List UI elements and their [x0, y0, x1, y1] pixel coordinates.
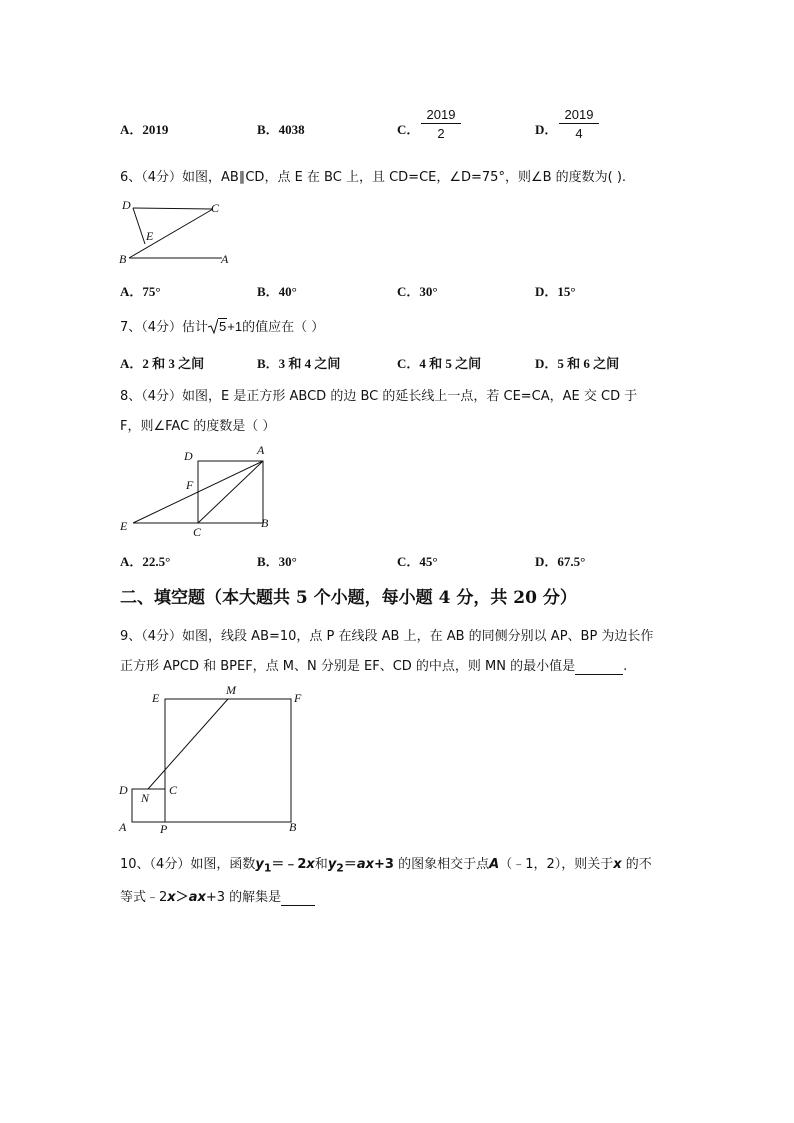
q6-text: 6、（4分）如图，AB∥CD，点 E 在 BC 上，且 CD=CE，∠D=75°，则∠B 的度数为( ). [120, 170, 627, 185]
q8-option-b[interactable] [257, 551, 297, 570]
answer-blank[interactable] [281, 890, 315, 906]
q9-figure [115, 683, 315, 838]
q8-figure [115, 443, 280, 540]
q9-line2 [120, 655, 627, 675]
q5-option-d-fraction [559, 107, 599, 141]
sub-1: 1 [263, 861, 272, 875]
q5-option-b[interactable] [257, 119, 305, 138]
var-ax-2: ax [188, 890, 206, 905]
option-letter: C． [397, 356, 420, 371]
eq-1: ＝﹣2 [271, 857, 307, 872]
option-letter: D． [535, 284, 558, 299]
option-letter: A． [120, 356, 143, 371]
q6-label-d: D [122, 198, 131, 212]
q8-label-d: D [184, 449, 193, 463]
q10-tail: 的不 [621, 857, 652, 872]
option-letter: A． [120, 122, 143, 137]
option-letter: B． [257, 284, 279, 299]
var-y1: y [255, 857, 264, 872]
sub-2: 2 [336, 861, 344, 875]
q6-option-b[interactable] [257, 281, 297, 300]
q9-label-n: N [141, 791, 150, 805]
q5-option-c-fraction [421, 107, 461, 141]
q10-line2 [120, 886, 315, 906]
point-a: A [489, 857, 500, 872]
answer-blank[interactable] [575, 659, 623, 675]
eq-2: ＝ [343, 857, 357, 872]
option-letter: A． [120, 554, 143, 569]
q6-option-a[interactable] [120, 281, 161, 300]
q7-text [120, 316, 324, 335]
q7-after: +1 [227, 319, 243, 334]
option-text: 3 和 4 之间 [278, 356, 341, 371]
option-text: 75° [142, 284, 161, 299]
q6-label-a: A [221, 252, 229, 266]
var-x-2: x [613, 857, 622, 872]
q5-option-a[interactable] [120, 119, 168, 138]
q9-end: . [623, 659, 628, 674]
q9-line2-text: 正方形 APCD 和 BPEF，点 M、N 分别是 EF、CD 的中点，则 MN 的最小值是 [120, 659, 576, 674]
q5-option-d[interactable] [535, 119, 557, 138]
sqrt-expression [208, 318, 227, 335]
option-letter: B． [257, 122, 279, 137]
plus-3: +3 [374, 857, 394, 872]
option-letter: C． [397, 554, 420, 569]
q10-line1 [120, 853, 652, 875]
option-text: 30° [419, 284, 438, 299]
q9-label-a: A [119, 820, 127, 834]
q9-label-e: E [152, 691, 160, 705]
option-letter: B． [257, 554, 279, 569]
q10-mid: 的图象相交于点 [393, 857, 490, 872]
fraction-denominator: 2 [437, 126, 445, 141]
sqrt-sign [208, 318, 218, 334]
q7-prefix: 7、（4分）估计 [120, 320, 209, 335]
q9-line1: 9、（4分）如图，线段 AB=10，点 P 在线段 AB 上，在 AB 的同侧分别以 AP、BP 为边长作 [120, 629, 654, 644]
q7-suffix: 的值应在（ ） [242, 320, 325, 335]
gt-sign: ＞ [175, 890, 189, 905]
q9-label-p: P [160, 822, 168, 836]
option-text: 5 和 6 之间 [557, 356, 620, 371]
option-letter: C． [397, 122, 420, 137]
fraction-numerator: 2019 [564, 107, 594, 122]
q8-label-e: E [120, 519, 128, 533]
radicand: 5 [219, 319, 227, 334]
q8-option-a[interactable] [120, 551, 170, 570]
option-text: 2 和 3 之间 [142, 356, 205, 371]
var-y2: y [327, 857, 337, 872]
q8-label-c: C [193, 525, 202, 539]
var-x: x [306, 857, 315, 872]
q6-option-d[interactable] [535, 281, 576, 300]
option-text: 4038 [278, 122, 305, 137]
q7-option-b[interactable] [257, 353, 340, 372]
q6-label-e: E [146, 229, 154, 243]
option-text: 15° [557, 284, 576, 299]
q8-line1: 8、（4分）如图，E 是正方形 ABCD 的边 BC 的延长线上一点，若 CE=CA，AE 交 CD 于 [120, 389, 638, 404]
fraction-numerator: 2019 [426, 107, 456, 122]
var-ax: ax [356, 857, 375, 872]
word-and: 和 [314, 857, 328, 872]
q9-label-m: M [226, 683, 236, 697]
q10-lead: 10、（4分）如图，函数 [120, 857, 256, 872]
q10-coords: （﹣1，2），则关于 [499, 857, 614, 872]
q7-option-c[interactable] [397, 353, 481, 372]
q9-label-c: C [169, 783, 178, 797]
q9-label-d: D [119, 783, 128, 797]
option-text: 45° [419, 554, 438, 569]
var-x-3: x [167, 890, 176, 905]
q6-option-c[interactable] [397, 281, 438, 300]
q8-label-b: B [261, 516, 269, 530]
q6-figure [115, 196, 240, 268]
section-heading: 二、填空题（本大题共 5 个小题，每小题 4 分，共 20 分） [120, 588, 577, 608]
q9-label-b: B [289, 820, 297, 834]
option-text: 30° [278, 554, 297, 569]
option-text: 67.5° [557, 554, 586, 569]
q7-option-d[interactable] [535, 353, 619, 372]
option-letter: D． [535, 554, 558, 569]
option-letter: D． [535, 356, 558, 371]
option-text: 22.5° [142, 554, 171, 569]
q8-option-d[interactable] [535, 551, 585, 570]
option-letter: A． [120, 284, 143, 299]
q6-label-c: C [211, 201, 220, 215]
option-text: 2019 [142, 122, 169, 137]
option-letter: B． [257, 356, 279, 371]
option-letter: C． [397, 284, 420, 299]
q9-label-f: F [294, 691, 302, 705]
q6-label-b: B [119, 252, 127, 266]
q8-option-c[interactable] [397, 551, 438, 570]
q7-option-a[interactable] [120, 353, 204, 372]
q10-line2-lead: 等式﹣2 [120, 890, 168, 905]
q8-label-a: A [257, 443, 265, 457]
option-text: 4 和 5 之间 [419, 356, 482, 371]
q5-option-c[interactable] [397, 119, 419, 138]
option-letter: D． [535, 122, 558, 137]
q8-line2: F，则∠FAC 的度数是（ ） [120, 419, 276, 434]
option-text: 40° [278, 284, 297, 299]
q10-line2-tail: +3 的解集是 [205, 890, 282, 905]
fraction-denominator: 4 [575, 126, 583, 141]
q8-label-f: F [186, 478, 194, 492]
